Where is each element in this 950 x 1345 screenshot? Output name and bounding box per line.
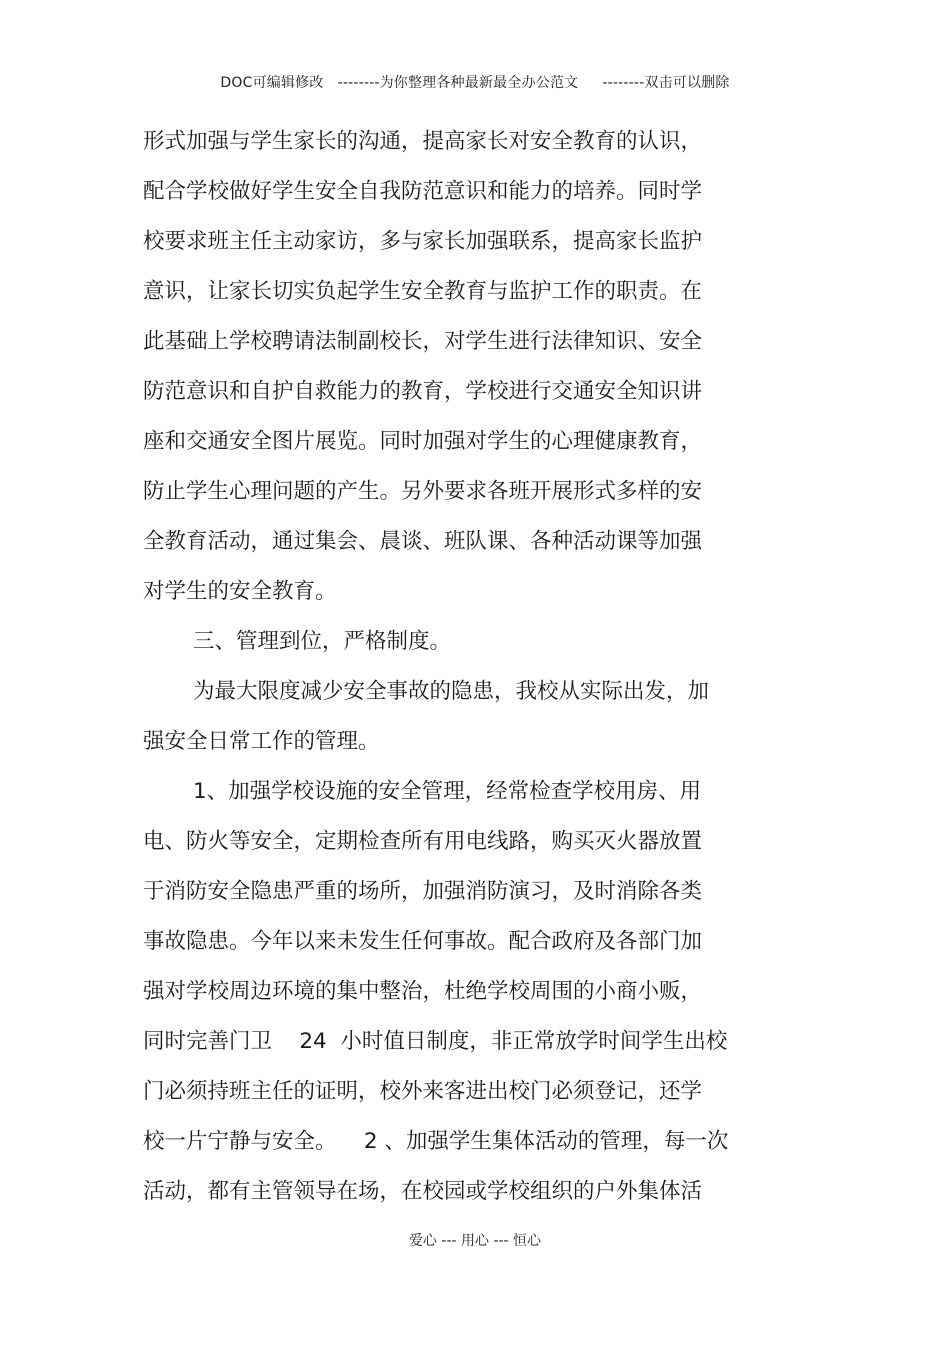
body-line: 为最大限度减少安全事故的隐患，我校从实际出发，加 (193, 679, 710, 704)
body-line: 配合学校做好学生安全自我防范意识和能力的培养。同时学 (143, 179, 703, 204)
header-slogan: --------为你整理各种最新最全办公范文 (337, 75, 579, 91)
body-line: 门必须持班主任的证明，校外来客进出校门必须登记，还学 (143, 1079, 703, 1104)
section-heading: 三、管理到位，严格制度。 (193, 629, 452, 654)
body-line: 座和交通安全图片展览。同时加强对学生的心理健康教育， (143, 429, 703, 454)
body-line: 对学生的安全教育。 (143, 579, 337, 604)
page-header (0, 72, 950, 92)
body-line: 全教育活动，通过集会、晨谈、班队课、各种活动课等加强 (143, 529, 703, 554)
body-line: 电、防火等安全，定期检查所有用电线路，购买灭火器放置 (143, 829, 703, 854)
body-line: 事故隐患。今年以来未发生任何事故。配合政府及各部门加 (143, 929, 703, 954)
body-line: 此基础上学校聘请法制副校长，对学生进行法律知识、安全 (143, 329, 703, 354)
body-line: 意识，让家长切实负起学生安全教育与监护工作的职责。在 (143, 279, 703, 304)
body-line: 防范意识和自护自救能力的教育，学校进行交通安全知识讲 (143, 379, 703, 404)
page-footer: 爱心 --- 用心 --- 恒心 (408, 1233, 542, 1249)
body-line: 校一片宁静与安全。 2 、加强学生集体活动的管理，每一次 (143, 1129, 729, 1154)
body-line: 同时完善门卫 24 小时值日制度，非正常放学时间学生出校 (143, 1029, 728, 1054)
body-line: 防止学生心理问题的产生。另外要求各班开展形式多样的安 (143, 479, 703, 504)
body-line: 1、加强学校设施的安全管理，经常检查学校用房、用 (193, 779, 702, 804)
header-delete-hint: --------双击可以删除 (602, 75, 730, 91)
body-line: 强对学校周边环境的集中整治，杜绝学校周围的小商小贩， (143, 979, 703, 1004)
body-line: 于消防安全隐患严重的场所，加强消防演习，及时消除各类 (143, 879, 703, 904)
body-line: 活动，都有主管领导在场，在校园或学校组织的户外集体活 (143, 1179, 703, 1204)
body-line: 强安全日常工作的管理。 (143, 729, 380, 754)
body-line: 形式加强与学生家长的沟通，提高家长对安全教育的认识， (143, 129, 703, 154)
header-doc-label: DOC可编辑修改 (220, 75, 324, 91)
body-line: 校要求班主任主动家访，多与家长加强联系，提高家长监护 (143, 229, 703, 254)
